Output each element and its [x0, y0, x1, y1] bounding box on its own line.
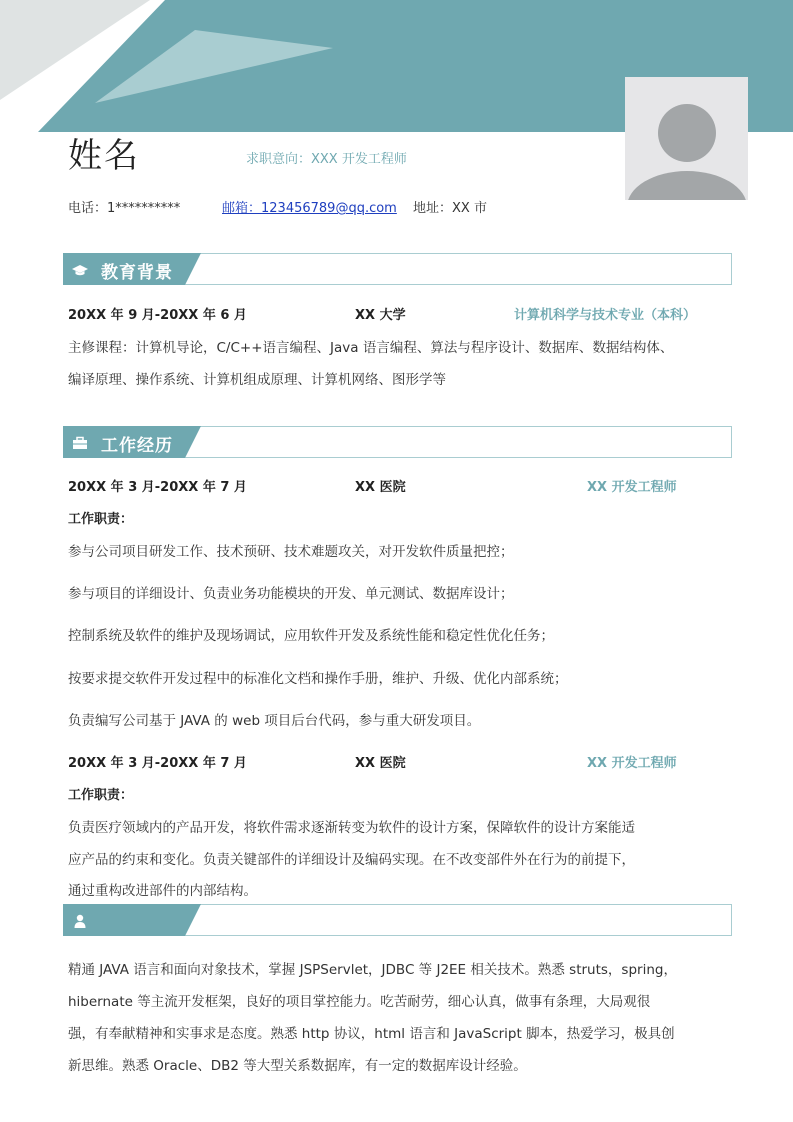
section-header-self-eval: [63, 904, 732, 936]
user-icon: [72, 913, 88, 929]
job-1-duty-1: 参与公司项目研发工作、技术预研、技术难题攻关，对开发软件质量把控；: [68, 544, 514, 560]
job-1-period: 20XX 年 3 月-20XX 年 7 月: [68, 480, 247, 495]
job-1-duty-5: 负责编写公司基于 JAVA 的 web 项目后台代码，参与重大研发项目。: [68, 713, 481, 729]
job-1-duty-3: 控制系统及软件的维护及现场调试，应用软件开发及系统性能和稳定性优化任务；: [68, 628, 554, 644]
job-intent: 求职意向：XXX 开发工程师: [246, 152, 407, 167]
briefcase-icon: [72, 435, 88, 451]
section-title-education: 教育背景: [101, 263, 173, 283]
section-title-work: 工作经历: [101, 436, 173, 456]
phone-text: 电话：1**********: [68, 201, 181, 216]
job-2-duties-label: 工作职责：: [68, 788, 134, 803]
job-2-company: XX 医院: [355, 756, 406, 771]
job-2-duty-line-1: 负责医疗领域内的产品开发，将软件需求逐渐转变为软件的设计方案，保障软件的设计方案能适: [68, 820, 635, 836]
job-2-duty-line-2: 应产品的约束和变化。负责关键部件的详细设计及编码实现。在不改变部件外在行为的前提下，: [68, 852, 635, 868]
job-1-company: XX 医院: [355, 480, 406, 495]
email-link-text[interactable]: 邮箱：123456789@qq.com: [222, 201, 397, 216]
person-name: 姓名: [68, 136, 140, 176]
self-eval-line-1: 精通 JAVA 语言和面向对象技术，掌握 JSPServlet，JDBC 等 J2EE 相关技术。熟悉 struts，spring，: [68, 962, 677, 978]
edu-school: XX 大学: [355, 308, 406, 323]
job-2-position: XX 开发工程师: [587, 756, 677, 771]
self-eval-line-4: 新思维。熟悉 Oracle、DB2 等大型关系数据库，有一定的数据库设计经验。: [68, 1058, 527, 1074]
job-1-duty-2: 参与项目的详细设计、负责业务功能模块的开发、单元测试、数据库设计；: [68, 586, 514, 602]
avatar-placeholder-icon: [625, 77, 748, 200]
edu-courses-line-1: 主修课程：计算机导论，C/C++语言编程、Java 语言编程、算法与程序设计、数据库、数据结构体、: [68, 340, 674, 356]
edu-period: 20XX 年 9 月-20XX 年 6 月: [68, 308, 247, 323]
self-eval-line-3: 强，有奉献精神和实事求是态度。熟悉 http 协议，html 语言和 JavaScript 脚本，热爱学习，极具创: [68, 1026, 675, 1042]
address-text: 地址：XX 市: [413, 201, 487, 216]
job-1-position: XX 开发工程师: [587, 480, 677, 495]
self-eval-line-2: hibernate 等主流开发框架，良好的项目掌控能力。吃苦耐劳，细心认真，做事有条理，大局观很: [68, 994, 651, 1010]
graduation-cap-icon: [72, 262, 88, 278]
job-2-duty-line-3: 通过重构改进部件的内部结构。: [68, 883, 257, 899]
job-2-period: 20XX 年 3 月-20XX 年 7 月: [68, 756, 247, 771]
avatar-photo: [625, 77, 748, 200]
edu-courses-line-2: 编译原理、操作系统、计算机组成原理、计算机网络、图形学等: [68, 372, 446, 388]
section-header-education: [63, 253, 732, 285]
email-link[interactable]: [222, 197, 397, 216]
job-1-duties-label: 工作职责：: [68, 512, 134, 527]
edu-major: 计算机科学与技术专业（本科）: [514, 308, 697, 323]
job-1-duty-4: 按要求提交软件开发过程中的标准化文档和操作手册，维护、升级、优化内部系统；: [68, 671, 568, 687]
section-header-work: [63, 426, 732, 458]
